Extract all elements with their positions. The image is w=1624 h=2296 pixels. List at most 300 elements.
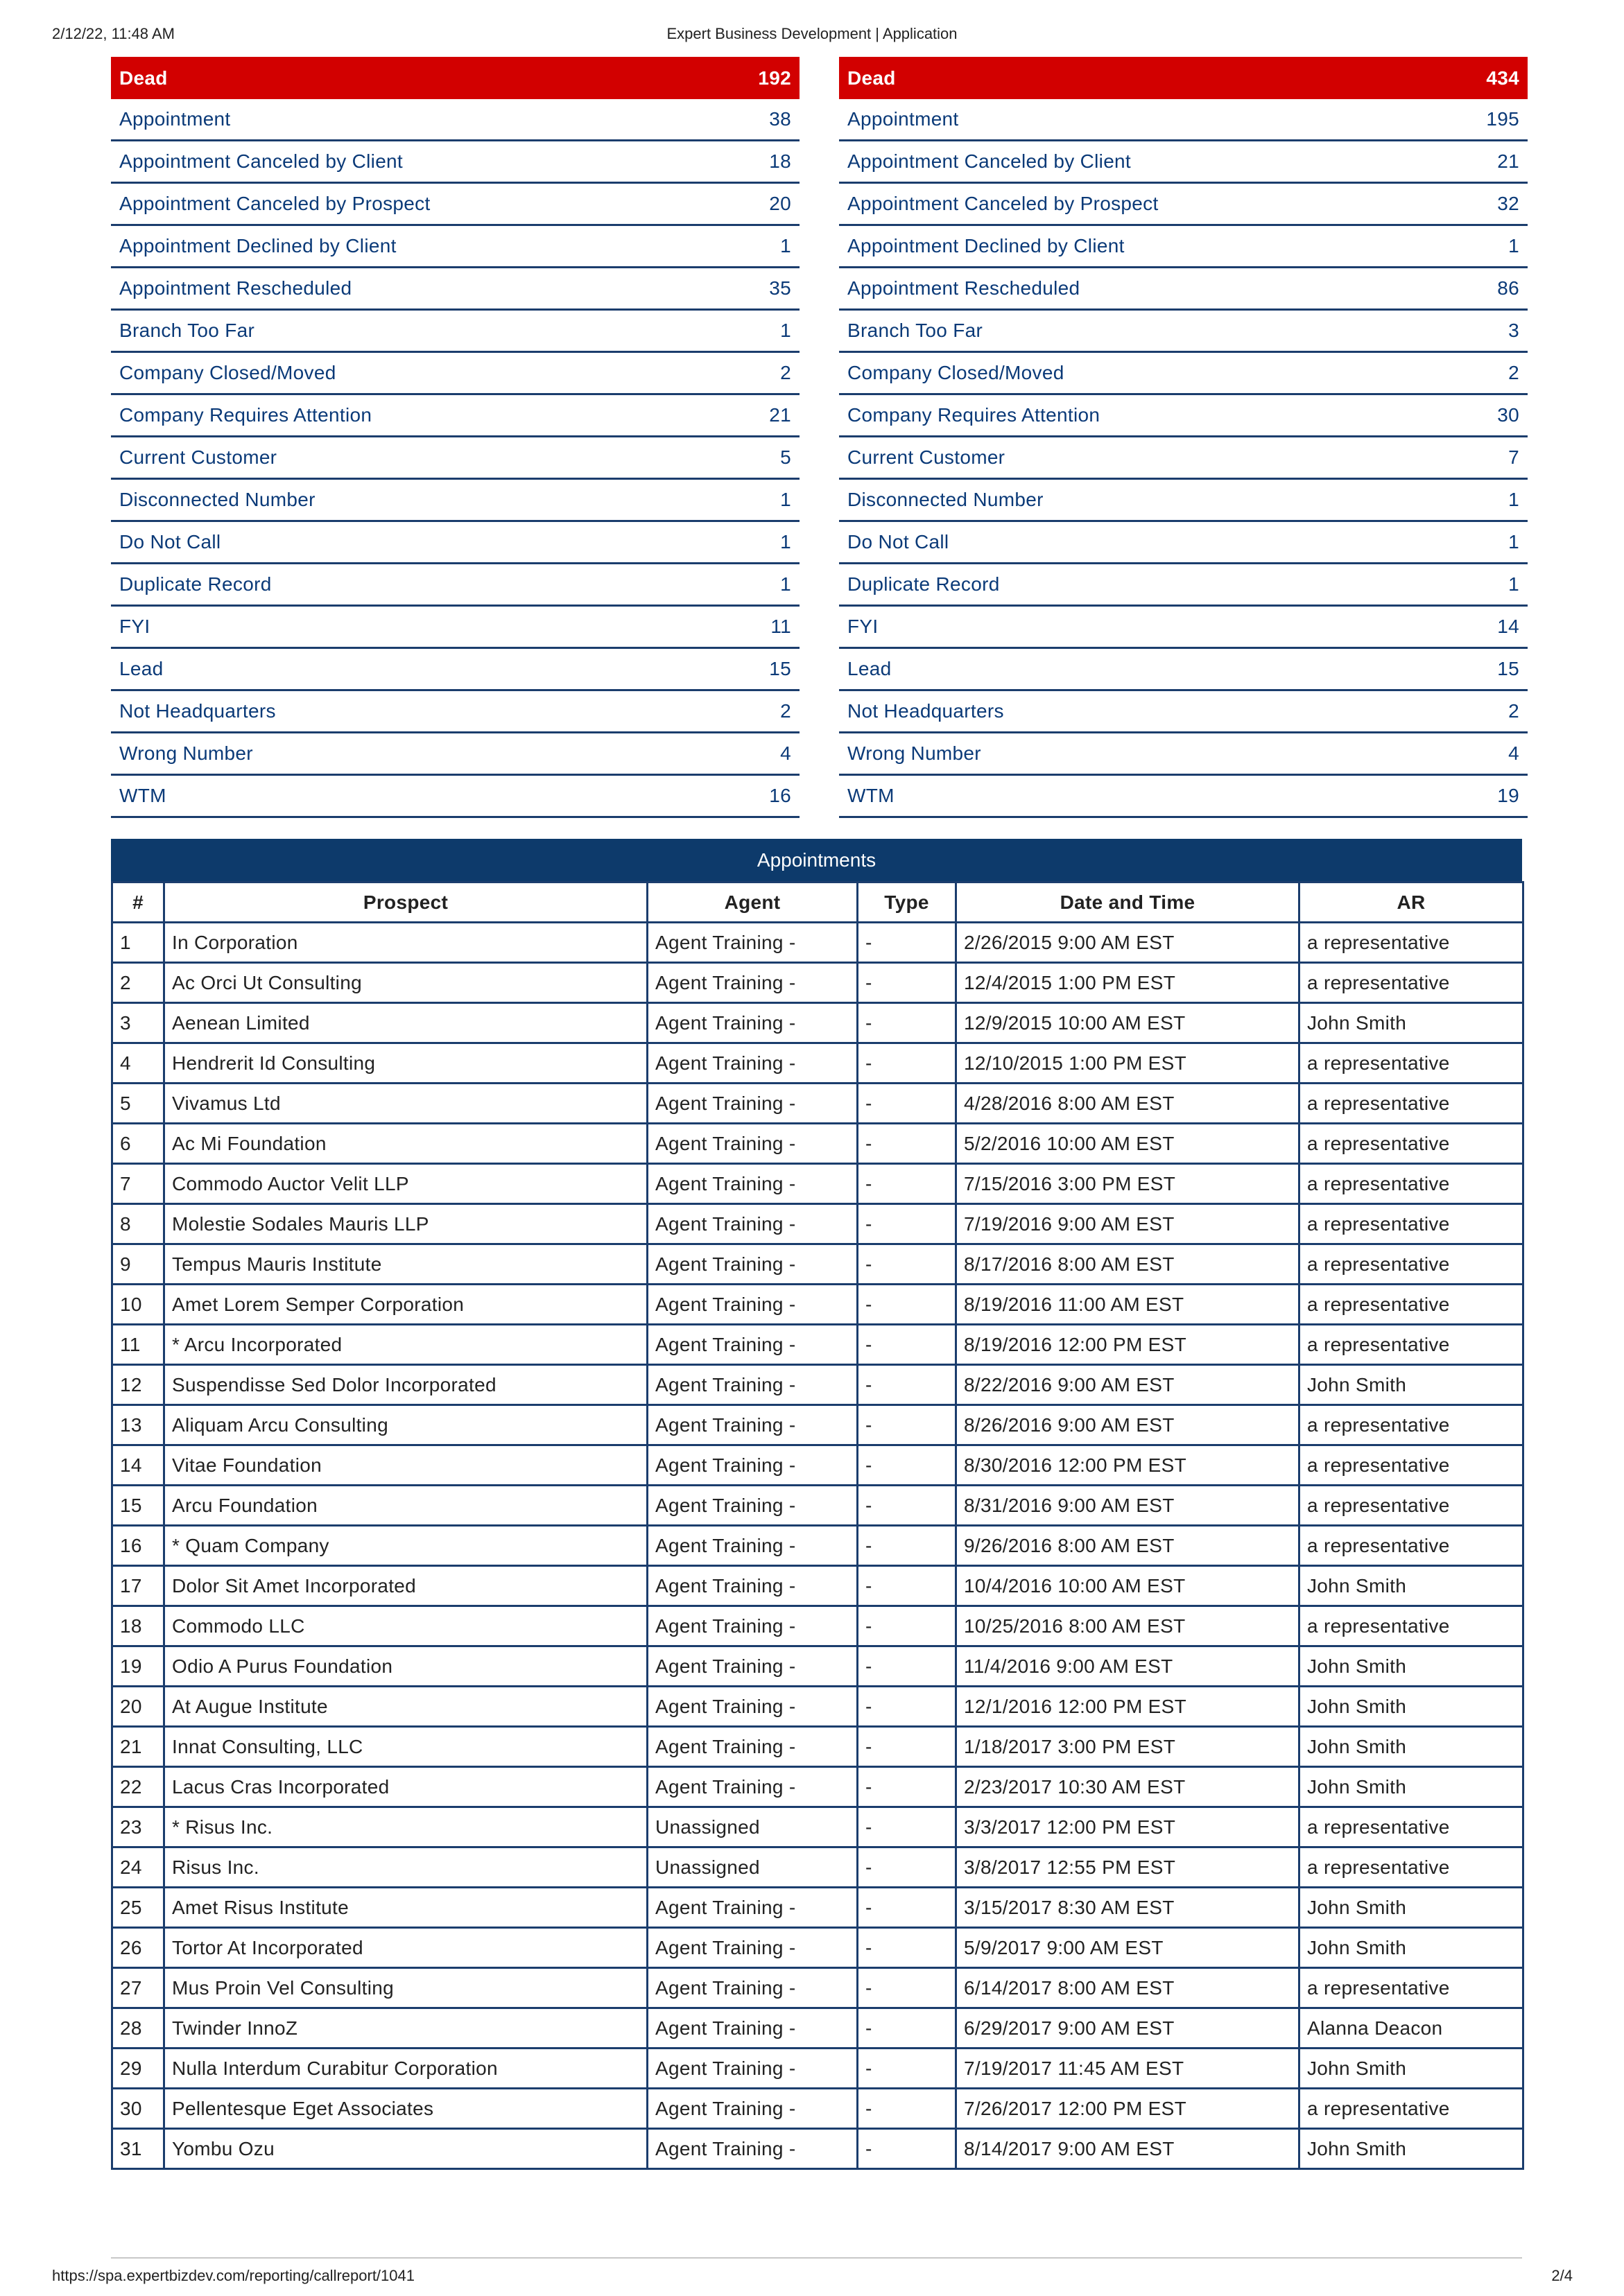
summary-label: Disconnected Number: [847, 489, 1044, 510]
col-prospect-cell: Amet Lorem Semper Corporation: [164, 1285, 648, 1325]
col-agent-cell: Agent Training -: [648, 1405, 858, 1445]
summary-count: 38: [769, 108, 791, 130]
col-ar-cell: John Smith: [1299, 1566, 1523, 1606]
col-ar-cell: a representative: [1299, 1486, 1523, 1526]
col-date-time-cell: 11/4/2016 9:00 AM EST: [956, 1646, 1299, 1687]
summary-label: Appointment Canceled by Client: [847, 150, 1132, 172]
col-agent-cell: Agent Training -: [648, 1204, 858, 1244]
col-agent-cell: Agent Training -: [648, 1285, 858, 1325]
col-date-time-cell: 3/8/2017 12:55 PM EST: [956, 1847, 1299, 1888]
col-ar-cell: a representative: [1299, 1968, 1523, 2008]
col-ar-cell: Alanna Deacon: [1299, 2008, 1523, 2049]
col-ar-cell: a representative: [1299, 1606, 1523, 1646]
col-date-time-cell: 8/31/2016 9:00 AM EST: [956, 1486, 1299, 1526]
summary-row: [839, 691, 1528, 733]
col-agent-cell: Agent Training -: [648, 1566, 858, 1606]
col-ar-cell: a representative: [1299, 963, 1523, 1003]
col-type-cell: -: [858, 1043, 956, 1084]
col-date-time-cell: 3/3/2017 12:00 PM EST: [956, 1807, 1299, 1847]
col-prospect-cell: Vivamus Ltd: [164, 1084, 648, 1124]
table-row: [112, 1244, 1523, 1285]
summary-row: [839, 268, 1528, 311]
col-number-cell: 7: [112, 1164, 164, 1204]
summary-row: [839, 564, 1528, 607]
summary-count: 21: [769, 404, 791, 426]
col-number-cell: 19: [112, 1646, 164, 1687]
summary-count: 30: [1497, 404, 1519, 426]
col-number-cell: 27: [112, 1968, 164, 2008]
col-number-cell: 18: [112, 1606, 164, 1646]
table-row: [112, 1727, 1523, 1767]
summary-row: [111, 691, 800, 733]
summary-count: 2: [1508, 362, 1519, 383]
summary-row: [111, 184, 800, 226]
col-type-cell: -: [858, 923, 956, 963]
col-type-cell: -: [858, 2089, 956, 2129]
col-agent-cell: Agent Training -: [648, 1486, 858, 1526]
col-ar-cell: a representative: [1299, 1204, 1523, 1244]
col-type-cell: -: [858, 1204, 956, 1244]
col-type-cell: -: [858, 1847, 956, 1888]
col-number-cell: 22: [112, 1767, 164, 1807]
page-number: 2/4: [1551, 2267, 1573, 2284]
col-number-cell: 6: [112, 1124, 164, 1164]
summary-count: 1: [780, 573, 791, 595]
col-type-cell: -: [858, 1003, 956, 1043]
col-type-cell: -: [858, 1968, 956, 2008]
summary-label: Appointment Canceled by Prospect: [847, 193, 1159, 214]
col-ar-cell: a representative: [1299, 1084, 1523, 1124]
page-title: Expert Business Development | Application: [666, 25, 958, 42]
table-row: [112, 2129, 1523, 2169]
col-ar-cell: John Smith: [1299, 2049, 1523, 2089]
summary-label: Appointment Declined by Client: [119, 235, 397, 256]
summary-label: Disconnected Number: [119, 489, 316, 510]
summary-count: 1: [1508, 489, 1519, 510]
table-row: [112, 1687, 1523, 1727]
col-date-time-cell: 8/30/2016 12:00 PM EST: [956, 1445, 1299, 1486]
summary-count: 7: [1508, 446, 1519, 468]
col-agent-cell: Agent Training -: [648, 1606, 858, 1646]
summary-count: 32: [1497, 193, 1519, 214]
col-prospect-cell: Innat Consulting, LLC: [164, 1727, 648, 1767]
table-row: [112, 1285, 1523, 1325]
summary-row: [111, 733, 800, 776]
summary-table-right: [839, 57, 1528, 818]
table-row: [112, 1486, 1523, 1526]
summary-count: 16: [769, 785, 791, 806]
col-number-cell: 13: [112, 1405, 164, 1445]
summary-label: Appointment Rescheduled: [847, 277, 1080, 299]
footer-divider: [111, 2257, 1522, 2259]
col-prospect-cell: * Quam Company: [164, 1526, 648, 1566]
col-date-time-cell: 12/10/2015 1:00 PM EST: [956, 1043, 1299, 1084]
col-date-time-cell: 8/17/2016 8:00 AM EST: [956, 1244, 1299, 1285]
col-type-cell: -: [858, 963, 956, 1003]
col-type-cell: -: [858, 1285, 956, 1325]
table-row: [112, 2089, 1523, 2129]
summary-label: Current Customer: [119, 446, 277, 468]
col-number-cell: 8: [112, 1204, 164, 1244]
col-type-cell: -: [858, 1727, 956, 1767]
col-type-cell: -: [858, 1084, 956, 1124]
summary-count: 1: [1508, 531, 1519, 553]
summary-header-row: [839, 57, 1528, 99]
col-agent-cell: Unassigned: [648, 1807, 858, 1847]
col-prospect-cell: At Augue Institute: [164, 1687, 648, 1727]
summary-count: 1: [780, 320, 791, 341]
summary-row: [839, 353, 1528, 395]
col-prospect-cell: Hendrerit Id Consulting: [164, 1043, 648, 1084]
col-number-cell: 1: [112, 923, 164, 963]
summary-count: 1: [780, 489, 791, 510]
col-date-time-cell: 10/25/2016 8:00 AM EST: [956, 1606, 1299, 1646]
summary-label: Not Headquarters: [847, 700, 1004, 722]
col-prospect-cell: Odio A Purus Foundation: [164, 1646, 648, 1687]
summary-row: [839, 395, 1528, 437]
col-number-cell: 25: [112, 1888, 164, 1928]
col-agent-cell: Agent Training -: [648, 2008, 858, 2049]
summary-label: Current Customer: [847, 446, 1005, 468]
col-ar-cell: a representative: [1299, 1043, 1523, 1084]
col-type-cell: -: [858, 1888, 956, 1928]
table-row: [112, 1646, 1523, 1687]
col-type-cell: -: [858, 1365, 956, 1405]
col-prospect-cell: Vitae Foundation: [164, 1445, 648, 1486]
col-number-cell: 29: [112, 2049, 164, 2089]
col-prospect-cell: In Corporation: [164, 923, 648, 963]
summary-count: 86: [1497, 277, 1519, 299]
table-row: [112, 1003, 1523, 1043]
col-prospect-cell: Aliquam Arcu Consulting: [164, 1405, 648, 1445]
col-agent-cell: Agent Training -: [648, 1928, 858, 1968]
table-row: [112, 1888, 1523, 1928]
print-timestamp: 2/12/22, 11:48 AM: [52, 25, 175, 42]
summary-count: 1: [1508, 573, 1519, 595]
col-ar-cell: a representative: [1299, 1847, 1523, 1888]
col-ar-cell: a representative: [1299, 1124, 1523, 1164]
col-ar-cell: a representative: [1299, 2089, 1523, 2129]
col-ar-cell: John Smith: [1299, 1687, 1523, 1727]
col-type-cell: -: [858, 1928, 956, 1968]
summary-count: 20: [769, 193, 791, 214]
summary-row: [111, 99, 800, 141]
summary-count: 434: [1486, 67, 1519, 89]
summary-label: Dead: [847, 67, 896, 89]
summary-label: Dead: [119, 67, 168, 89]
col-agent-cell: Agent Training -: [648, 1365, 858, 1405]
col-ar-cell: John Smith: [1299, 1646, 1523, 1687]
col-prospect-cell: Arcu Foundation: [164, 1486, 648, 1526]
col-number-cell: 23: [112, 1807, 164, 1847]
col-ar-cell: a representative: [1299, 1405, 1523, 1445]
summary-count: 15: [1497, 658, 1519, 679]
summary-row: [111, 480, 800, 522]
summary-row: [111, 564, 800, 607]
col-date-time-cell: 7/19/2016 9:00 AM EST: [956, 1204, 1299, 1244]
summary-count: 15: [769, 658, 791, 679]
col-type-cell: -: [858, 1526, 956, 1566]
col-prospect-cell: Suspendisse Sed Dolor Incorporated: [164, 1365, 648, 1405]
col-date-time-cell: 6/14/2017 8:00 AM EST: [956, 1968, 1299, 2008]
col-date-time-cell: 8/19/2016 11:00 AM EST: [956, 1285, 1299, 1325]
col-ar-cell: a representative: [1299, 1325, 1523, 1365]
col-number-header: #: [112, 882, 164, 923]
col-number-cell: 11: [112, 1325, 164, 1365]
col-type-header: Type: [858, 882, 956, 923]
col-prospect-cell: * Arcu Incorporated: [164, 1325, 648, 1365]
table-row: [112, 1526, 1523, 1566]
table-row: [112, 1847, 1523, 1888]
summary-label: Lead: [119, 658, 164, 679]
col-prospect-cell: * Risus Inc.: [164, 1807, 648, 1847]
appointments-header-row: [112, 882, 1523, 923]
summary-count: 14: [1497, 616, 1519, 637]
col-agent-cell: Agent Training -: [648, 1767, 858, 1807]
col-agent-cell: Agent Training -: [648, 1084, 858, 1124]
summary-count: 35: [769, 277, 791, 299]
col-type-cell: -: [858, 1244, 956, 1285]
col-date-time-cell: 8/26/2016 9:00 AM EST: [956, 1405, 1299, 1445]
table-row: [112, 1445, 1523, 1486]
col-number-cell: 26: [112, 1928, 164, 1968]
col-prospect-cell: Ac Orci Ut Consulting: [164, 963, 648, 1003]
summary-label: Appointment Declined by Client: [847, 235, 1125, 256]
col-date-time-cell: 2/26/2015 9:00 AM EST: [956, 923, 1299, 963]
col-number-cell: 28: [112, 2008, 164, 2049]
col-date-time-cell: 7/15/2016 3:00 PM EST: [956, 1164, 1299, 1204]
col-prospect-cell: Commodo LLC: [164, 1606, 648, 1646]
table-row: [112, 1566, 1523, 1606]
summary-count: 192: [758, 67, 791, 89]
col-agent-cell: Agent Training -: [648, 2049, 858, 2089]
summary-label: Appointment Rescheduled: [119, 277, 352, 299]
summary-label: Wrong Number: [847, 742, 981, 764]
col-number-cell: 30: [112, 2089, 164, 2129]
summary-label: Appointment: [847, 108, 959, 130]
summary-row: [839, 649, 1528, 691]
col-ar-cell: John Smith: [1299, 2129, 1523, 2169]
col-date-time-cell: 7/19/2017 11:45 AM EST: [956, 2049, 1299, 2089]
col-number-cell: 21: [112, 1727, 164, 1767]
summary-label: WTM: [119, 785, 166, 806]
summary-header-row: [111, 57, 800, 99]
summary-count: 4: [780, 742, 791, 764]
summary-label: WTM: [847, 785, 895, 806]
col-ar-cell: a representative: [1299, 1164, 1523, 1204]
col-date-time-cell: 10/4/2016 10:00 AM EST: [956, 1566, 1299, 1606]
col-number-cell: 15: [112, 1486, 164, 1526]
table-row: [112, 1968, 1523, 2008]
col-ar-cell: a representative: [1299, 1244, 1523, 1285]
summary-count: 2: [780, 700, 791, 722]
col-agent-cell: Agent Training -: [648, 1445, 858, 1486]
col-type-cell: -: [858, 2129, 956, 2169]
summary-label: Duplicate Record: [119, 573, 272, 595]
col-ar-header: AR: [1299, 882, 1523, 923]
col-type-cell: -: [858, 1807, 956, 1847]
summary-row: [111, 607, 800, 649]
col-prospect-cell: Nulla Interdum Curabitur Corporation: [164, 2049, 648, 2089]
col-agent-cell: Agent Training -: [648, 1968, 858, 2008]
appointments-body: [112, 923, 1523, 2169]
summary-row: [839, 733, 1528, 776]
summary-row: [111, 437, 800, 480]
summary-table-left: [111, 57, 800, 818]
col-prospect-cell: Dolor Sit Amet Incorporated: [164, 1566, 648, 1606]
col-date-time-cell: 1/18/2017 3:00 PM EST: [956, 1727, 1299, 1767]
col-prospect-header: Prospect: [164, 882, 648, 923]
summary-count: 21: [1497, 150, 1519, 172]
summary-label: Not Headquarters: [119, 700, 276, 722]
summary-label: Appointment Canceled by Client: [119, 150, 404, 172]
summary-row: [839, 480, 1528, 522]
col-number-cell: 10: [112, 1285, 164, 1325]
col-agent-cell: Agent Training -: [648, 1687, 858, 1727]
col-date-time-cell: 4/28/2016 8:00 AM EST: [956, 1084, 1299, 1124]
table-row: [112, 1164, 1523, 1204]
col-number-cell: 20: [112, 1687, 164, 1727]
summary-row: [111, 268, 800, 311]
summary-label: Company Requires Attention: [847, 404, 1100, 426]
table-row: [112, 1124, 1523, 1164]
summary-label: Company Requires Attention: [119, 404, 372, 426]
col-type-cell: -: [858, 1486, 956, 1526]
summary-label: FYI: [847, 616, 879, 637]
col-agent-cell: Agent Training -: [648, 1646, 858, 1687]
col-type-cell: -: [858, 1606, 956, 1646]
page-url: https://spa.expertbizdev.com/reporting/callreport/1041: [52, 2267, 415, 2284]
col-date-time-cell: 5/2/2016 10:00 AM EST: [956, 1124, 1299, 1164]
col-agent-cell: Agent Training -: [648, 2089, 858, 2129]
col-prospect-cell: Molestie Sodales Mauris LLP: [164, 1204, 648, 1244]
col-type-cell: -: [858, 1164, 956, 1204]
col-agent-cell: Agent Training -: [648, 1244, 858, 1285]
col-prospect-cell: Tempus Mauris Institute: [164, 1244, 648, 1285]
table-row: [112, 1043, 1523, 1084]
table-row: [112, 923, 1523, 963]
table-row: [112, 963, 1523, 1003]
summary-label: Wrong Number: [119, 742, 253, 764]
col-ar-cell: John Smith: [1299, 1365, 1523, 1405]
summary-row: [839, 226, 1528, 268]
col-number-cell: 5: [112, 1084, 164, 1124]
col-number-cell: 17: [112, 1566, 164, 1606]
col-number-cell: 12: [112, 1365, 164, 1405]
col-ar-cell: a representative: [1299, 1526, 1523, 1566]
col-date-time-cell: 5/9/2017 9:00 AM EST: [956, 1928, 1299, 1968]
col-date-time-cell: 8/19/2016 12:00 PM EST: [956, 1325, 1299, 1365]
col-number-cell: 14: [112, 1445, 164, 1486]
summary-label: Do Not Call: [847, 531, 949, 553]
col-ar-cell: John Smith: [1299, 1003, 1523, 1043]
summary-row: [839, 311, 1528, 353]
col-prospect-cell: Twinder InnoZ: [164, 2008, 648, 2049]
appointments-title: Appointments: [111, 839, 1522, 881]
col-date-time-header: Date and Time: [956, 882, 1299, 923]
summary-count: 11: [770, 616, 791, 637]
col-agent-cell: Agent Training -: [648, 1003, 858, 1043]
table-row: [112, 1807, 1523, 1847]
summary-row: [111, 353, 800, 395]
col-ar-cell: a representative: [1299, 1285, 1523, 1325]
col-prospect-cell: Risus Inc.: [164, 1847, 648, 1888]
col-date-time-cell: 12/4/2015 1:00 PM EST: [956, 963, 1299, 1003]
summary-row: [111, 522, 800, 564]
summary-row: [839, 776, 1528, 818]
summary-row: [839, 141, 1528, 184]
summary-row: [839, 184, 1528, 226]
summary-count: 5: [780, 446, 791, 468]
table-row: [112, 1405, 1523, 1445]
col-type-cell: -: [858, 1646, 956, 1687]
summary-count: 2: [1508, 700, 1519, 722]
summary-label: Appointment: [119, 108, 231, 130]
col-agent-cell: Agent Training -: [648, 2129, 858, 2169]
summary-count: 19: [1497, 785, 1519, 806]
col-prospect-cell: Ac Mi Foundation: [164, 1124, 648, 1164]
col-type-cell: -: [858, 1325, 956, 1365]
summary-row: [111, 649, 800, 691]
col-date-time-cell: 8/22/2016 9:00 AM EST: [956, 1365, 1299, 1405]
col-date-time-cell: 3/15/2017 8:30 AM EST: [956, 1888, 1299, 1928]
col-ar-cell: a representative: [1299, 1807, 1523, 1847]
summary-count: 1: [780, 235, 791, 256]
table-row: [112, 1084, 1523, 1124]
table-row: [112, 1928, 1523, 1968]
summary-row: [839, 522, 1528, 564]
col-ar-cell: a representative: [1299, 1445, 1523, 1486]
summary-row: [839, 99, 1528, 141]
col-number-cell: 2: [112, 963, 164, 1003]
col-type-cell: -: [858, 1445, 956, 1486]
col-date-time-cell: 6/29/2017 9:00 AM EST: [956, 2008, 1299, 2049]
summary-row: [839, 437, 1528, 480]
table-row: [112, 1767, 1523, 1807]
col-date-time-cell: 2/23/2017 10:30 AM EST: [956, 1767, 1299, 1807]
summary-label: Do Not Call: [119, 531, 221, 553]
col-agent-cell: Agent Training -: [648, 923, 858, 963]
table-row: [112, 1606, 1523, 1646]
summary-row: [111, 226, 800, 268]
summary-row: [111, 311, 800, 353]
table-row: [112, 1325, 1523, 1365]
col-ar-cell: a representative: [1299, 923, 1523, 963]
col-ar-cell: John Smith: [1299, 1727, 1523, 1767]
appointments-panel: [111, 839, 1522, 2170]
summary-label: Branch Too Far: [119, 320, 255, 341]
col-prospect-cell: Tortor At Incorporated: [164, 1928, 648, 1968]
summary-row: [111, 141, 800, 184]
col-prospect-cell: Lacus Cras Incorporated: [164, 1767, 648, 1807]
col-agent-cell: Unassigned: [648, 1847, 858, 1888]
col-type-cell: -: [858, 1124, 956, 1164]
summary-count: 2: [780, 362, 791, 383]
summary-label: Company Closed/Moved: [119, 362, 336, 383]
col-number-cell: 9: [112, 1244, 164, 1285]
col-agent-header: Agent: [648, 882, 858, 923]
summary-count: 18: [769, 150, 791, 172]
col-agent-cell: Agent Training -: [648, 1888, 858, 1928]
col-prospect-cell: Pellentesque Eget Associates: [164, 2089, 648, 2129]
col-number-cell: 24: [112, 1847, 164, 1888]
summary-count: 4: [1508, 742, 1519, 764]
col-type-cell: -: [858, 1566, 956, 1606]
table-row: [112, 2008, 1523, 2049]
summary-label: Appointment Canceled by Prospect: [119, 193, 431, 214]
summary-row: [111, 776, 800, 818]
table-row: [112, 2049, 1523, 2089]
